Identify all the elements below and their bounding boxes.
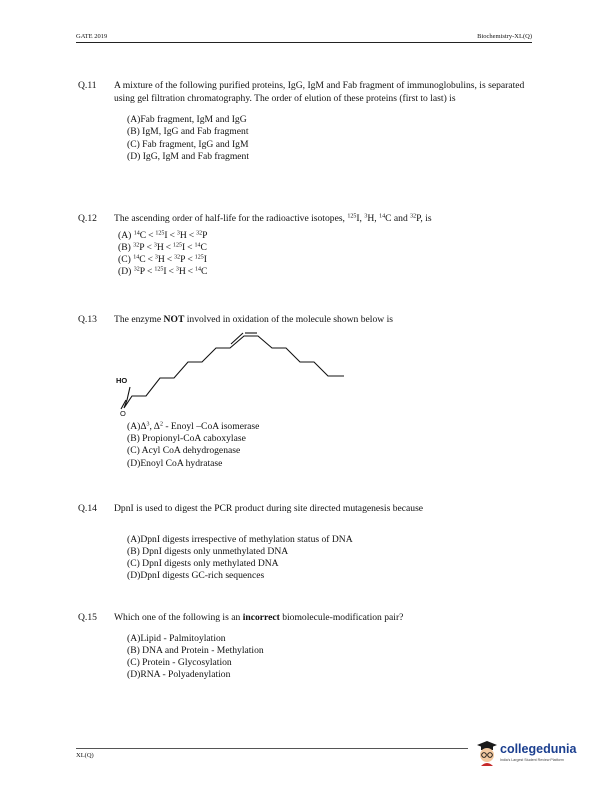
question-13 [78, 314, 538, 327]
header-divider [76, 42, 532, 43]
question-15 [78, 612, 538, 681]
option-a: (A)DpnI digests irrespective of methylation status of DNA [127, 533, 353, 545]
fatty-acid-structure [112, 330, 352, 418]
graduate-mascot-icon [476, 740, 498, 768]
option-b: (B) Propionyl-CoA caboxylase [127, 433, 246, 445]
option-d: (D)DpnI digests GC-rich sequences [127, 570, 265, 582]
option-a: (A)Fab fragment, IgM and IgG [127, 114, 247, 126]
option-c: (C) DpnI digests only methylated DNA [127, 558, 279, 569]
question-text: A mixture of the following purified proteins, IgG, IgM and Fab fragment of immunoglobulins, is separated using gel filtration chromatography. The order of elution of these proteins (first to last) is [114, 80, 525, 104]
option-c: (C) $^{14}$C < $^3$H < $^{32}$P < $^{125}$I [118, 254, 207, 265]
brand-tagline: India's Largest Student Review Platform [500, 758, 564, 762]
question-13-options [78, 421, 538, 470]
question-number: Q.15 [78, 612, 97, 623]
option-c: (C) Fab fragment, IgG and IgM [127, 138, 249, 150]
collegedunia-logo [476, 740, 586, 772]
question-number: Q.11 [78, 80, 97, 91]
options-list [127, 421, 538, 470]
option-b: (B) IgM, IgG and Fab fragment [127, 126, 249, 138]
question-14 [78, 503, 538, 582]
question-number: Q.14 [78, 503, 97, 514]
option-d: (D)Enoyl CoA hydratase [127, 457, 223, 469]
emphasis-incorrect: incorrect [242, 612, 280, 623]
options-list [118, 230, 538, 279]
option-c: (C) Protein - Glycosylation [127, 657, 232, 668]
options-list [127, 534, 538, 583]
question-text: DpnI is used to digest the PCR product during site directed mutagenesis because [114, 503, 424, 514]
option-d: (D) $^{32}$P < $^{125}$I < $^3$H < $^{14}$C [118, 266, 208, 278]
question-number: Q.12 [78, 213, 97, 224]
option-a: (A) $^{14}$C < $^{125}$I < $^3$H < $^{32}$P [118, 229, 208, 241]
options-list [127, 114, 538, 163]
hydroxyl-label: HO [116, 376, 128, 385]
brand-name: collegedunia [500, 742, 577, 756]
question-number: Q.13 [78, 314, 97, 325]
option-a: (A)Lipid - Palmitoylation [127, 632, 226, 644]
question-11 [78, 80, 538, 163]
option-b: (B) DpnI digests only unmethylated DNA [127, 545, 289, 557]
option-d: (D) IgG, IgM and Fab fragment [127, 150, 250, 162]
options-list [127, 633, 538, 682]
option-b: (B) $^{32}$P < $^3$H < $^{125}$I < $^{14}$C [118, 241, 207, 253]
option-c: (C) Acyl CoA dehydrogenase [127, 445, 241, 457]
footer-divider [76, 748, 468, 749]
question-text: The ascending order of half-life for the radioactive isotopes, $^{125}$I, $^3$H, $^{14}$C and $^{32}$P, is [114, 213, 432, 224]
svg-text:O: O [120, 409, 126, 418]
header-exam: GATE 2019 [76, 33, 108, 40]
question-text: The enzyme NOT involved in oxidation of the molecule shown below is [114, 314, 393, 325]
question-text: Which one of the following is an incorrect biomolecule-modification pair? [114, 612, 404, 623]
emphasis-not: NOT [163, 314, 185, 325]
option-a: $(A)\Delta^3$, $\Delta^2$ - Enoyl –CoA isomerase [127, 421, 260, 432]
question-12 [78, 213, 538, 278]
header-paper: Biochemistry-XL(Q) [477, 33, 532, 40]
footer-label: XL(Q) [76, 752, 94, 759]
option-d: (D)RNA - Polyadenylation [127, 669, 231, 681]
option-b: (B) DNA and Protein - Methylation [127, 644, 264, 656]
